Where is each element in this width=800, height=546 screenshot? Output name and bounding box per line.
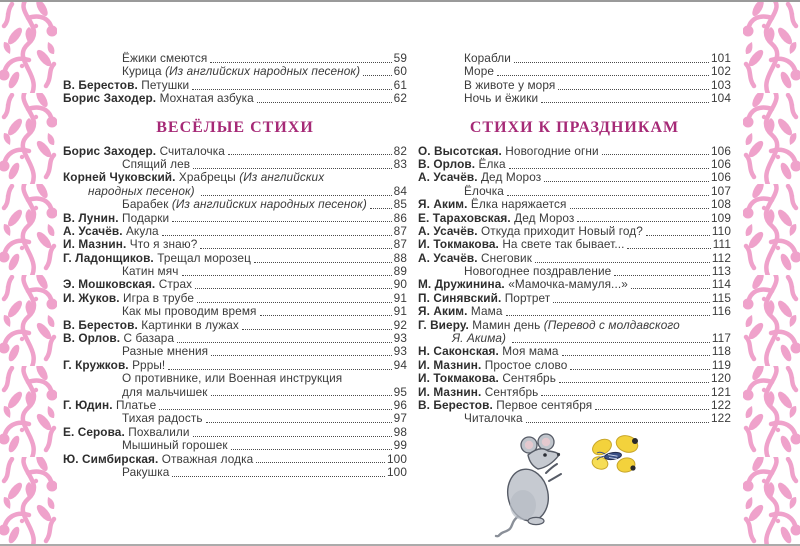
toc-entry — [63, 265, 407, 278]
dot-leader — [197, 302, 392, 303]
toc-entry — [63, 278, 407, 291]
page-number: 107 — [711, 183, 731, 198]
entry-title: О противнике, или Военная инструкция — [122, 371, 343, 386]
entry-note: (Из английских народных песенок) — [171, 197, 367, 212]
toc-entry — [418, 212, 731, 225]
left-main-entries — [63, 145, 407, 480]
toc-entry — [63, 52, 407, 65]
toc-entry — [63, 252, 407, 265]
toc-entry — [63, 185, 407, 198]
entry-title: Считалочка — [159, 143, 225, 158]
toc-entry — [418, 345, 731, 358]
toc-entry — [63, 158, 407, 171]
toc-entry — [418, 305, 731, 318]
dot-leader — [646, 235, 710, 236]
entry-author: Г. Виеру. — [418, 317, 473, 332]
toc-entry — [418, 412, 731, 425]
page-number: 110 — [711, 223, 731, 238]
entry-title: Что я знаю? — [129, 237, 198, 252]
entry-note: (Из английских народных песенок) — [165, 64, 361, 79]
page-number: 86 — [393, 210, 407, 225]
page-number: 87 — [393, 237, 407, 252]
dot-leader — [168, 369, 391, 370]
entry-author: Борис Заходер. — [63, 143, 160, 158]
entry-note: (Из английских — [239, 170, 325, 185]
entry-author: В. Лунин. — [63, 210, 122, 225]
entry-author: В. Берестов. — [63, 317, 142, 332]
dot-leader — [182, 275, 392, 276]
entry-note: Я. Акима) — [452, 331, 510, 346]
entry-author: И. Токмакова. — [418, 237, 503, 252]
toc-entry — [63, 426, 407, 439]
page-number: 89 — [393, 264, 407, 279]
entry-title: Море — [464, 64, 495, 79]
top-edge-line — [0, 0, 800, 2]
dot-leader — [514, 62, 709, 63]
page-number: 100 — [387, 464, 407, 479]
entry-author: А. Усачёв. — [63, 223, 126, 238]
entry-title: В животе у моря — [464, 77, 556, 92]
page-number: 120 — [711, 371, 731, 386]
entry-title: Откуда приходит Новый год? — [480, 223, 643, 238]
entry-author: И. Мазнин. — [418, 384, 485, 399]
entry-title: Акула — [125, 223, 159, 238]
entry-author: И. Жуков. — [63, 290, 124, 305]
entry-author: П. Синявский. — [418, 290, 505, 305]
toc-entry — [418, 399, 731, 412]
toc-entry — [63, 79, 407, 92]
page-number: 97 — [393, 411, 407, 426]
dot-leader — [558, 89, 709, 90]
mouse-illustration — [496, 434, 561, 536]
page-number: 104 — [711, 91, 731, 106]
toc-entry — [63, 345, 407, 358]
entry-author: Борис Заходер. — [63, 91, 160, 106]
dot-leader — [541, 395, 709, 396]
entry-title: Новогоднее поздравление — [464, 264, 612, 279]
page-number: 111 — [712, 237, 731, 252]
entry-title: Дед Мороз — [514, 210, 575, 225]
left-top-entries — [63, 52, 407, 106]
dot-leader — [177, 342, 392, 343]
entry-title: Первое сентября — [496, 397, 593, 412]
page-number: 101 — [711, 51, 731, 65]
toc-entry — [418, 319, 731, 332]
entry-title: Платье — [115, 397, 157, 412]
toc-entry — [63, 412, 407, 425]
toc-entry — [418, 65, 731, 78]
toc-entry — [418, 52, 731, 65]
entry-author: В. Орлов. — [418, 156, 479, 171]
left-page-contents-column — [63, 52, 407, 479]
dot-leader — [195, 288, 392, 289]
page-number: 98 — [393, 424, 407, 439]
dot-leader — [162, 235, 392, 236]
entry-title: Новогодние огни — [505, 143, 599, 158]
entry-author: Корней Чуковский. — [63, 170, 179, 185]
dot-leader — [260, 315, 392, 316]
dot-leader — [210, 62, 391, 63]
entry-title: Моя мама — [502, 344, 559, 359]
toc-entry — [418, 79, 731, 92]
right-floral-border — [743, 2, 800, 544]
right-page-contents-column — [418, 52, 731, 426]
page-number: 114 — [711, 277, 731, 292]
entry-title: «Мамочка-мамуля...» — [508, 277, 628, 292]
dot-leader — [211, 355, 392, 356]
entry-title: Барабек — [122, 197, 172, 212]
page-number: 99 — [393, 438, 407, 453]
dot-leader — [370, 208, 392, 209]
entry-title: Петушки — [141, 77, 190, 92]
toc-entry — [63, 92, 407, 105]
entry-title: Ракушка — [122, 464, 170, 479]
dot-leader — [200, 248, 391, 249]
toc-entry — [418, 198, 731, 211]
dot-leader — [570, 369, 710, 370]
entry-note: народных песенок) — [88, 183, 199, 198]
toc-entry — [63, 65, 407, 78]
toc-entry — [418, 158, 731, 171]
entry-author: Я. Аким. — [418, 197, 471, 212]
dot-leader — [559, 382, 709, 383]
entry-author: Э. Мошковская. — [63, 277, 159, 292]
entry-author: Г. Кружков. — [63, 357, 133, 372]
page-number: 62 — [393, 91, 407, 106]
page-number: 102 — [711, 64, 731, 79]
toc-entry — [418, 265, 731, 278]
page-number: 100 — [387, 451, 407, 466]
entry-author: Н. Саконская. — [418, 344, 503, 359]
entry-author: А. Усачёв. — [418, 250, 481, 265]
dot-leader — [553, 302, 710, 303]
page-number: 115 — [711, 290, 731, 305]
toc-entry — [418, 292, 731, 305]
dot-leader — [535, 262, 710, 263]
section-heading-holiday-poems: СТИХИ К ПРАЗДНИКАМ — [469, 118, 680, 136]
toc-entry — [63, 305, 407, 318]
entry-title: Храбрецы — [178, 170, 240, 185]
entry-title: Картинки в лужах — [141, 317, 239, 332]
dot-leader — [172, 221, 391, 222]
entry-author: А. Усачёв. — [418, 223, 481, 238]
page-number: 83 — [393, 156, 407, 171]
dot-leader — [231, 449, 392, 450]
entry-title: На свете так бывает... — [502, 237, 625, 252]
toc-entry — [63, 238, 407, 251]
entry-title: Корабли — [464, 51, 511, 65]
dot-leader — [627, 248, 710, 249]
page-number: 95 — [393, 384, 407, 399]
entry-author: А. Усачёв. — [418, 170, 481, 185]
dot-leader — [201, 195, 392, 196]
toc-entry — [418, 372, 731, 385]
toc-entry — [63, 466, 407, 479]
toc-entry — [63, 332, 407, 345]
entry-author: И. Мазнин. — [63, 237, 130, 252]
dot-leader — [602, 154, 709, 155]
toc-entry — [63, 359, 407, 372]
toc-entry — [418, 92, 731, 105]
toc-entry — [418, 332, 731, 345]
dot-leader — [257, 102, 392, 103]
toc-entry — [63, 145, 407, 158]
entry-author: В. Орлов. — [63, 331, 124, 346]
toc-entry — [63, 292, 407, 305]
dot-leader — [256, 462, 385, 463]
entry-title: Ёлочка — [464, 183, 504, 198]
entry-title: Сентябрь — [502, 371, 556, 386]
entry-title: Мамин день — [472, 317, 544, 332]
dot-leader — [193, 436, 392, 437]
page-number: 112 — [711, 250, 731, 265]
entry-title: Подарки — [121, 210, 170, 225]
butterfly-illustration — [590, 433, 640, 474]
entry-title: Сентябрь — [484, 384, 539, 399]
page-number: 61 — [393, 77, 407, 92]
entry-title: Мохнатая азбука — [159, 91, 254, 106]
entry-title: Страх — [158, 277, 193, 292]
entry-title: Разные мнения — [122, 344, 209, 359]
dot-leader — [512, 342, 709, 343]
toc-entry — [418, 145, 731, 158]
entry-title: Ёлка наряжается — [470, 197, 567, 212]
dot-leader — [544, 181, 709, 182]
toc-entry — [418, 238, 731, 251]
page-number: 94 — [393, 357, 407, 372]
dot-leader — [211, 395, 392, 396]
entry-title: Катин мяч — [122, 264, 179, 279]
toc-entry — [63, 439, 407, 452]
page-number: 88 — [393, 250, 407, 265]
toc-entry — [418, 225, 731, 238]
page-number: 103 — [711, 77, 731, 92]
right-main-entries — [418, 145, 731, 426]
section-heading-funny-poems: ВЕСЁЛЫЕ СТИХИ — [156, 118, 314, 136]
dot-leader — [631, 288, 710, 289]
entry-title: Тихая радость — [122, 411, 203, 426]
toc-entry — [63, 319, 407, 332]
page-number: 96 — [393, 397, 407, 412]
toc-entry — [418, 386, 731, 399]
page-number: 113 — [711, 264, 731, 279]
entry-author: И. Токмакова. — [418, 371, 503, 386]
toc-entry — [418, 278, 731, 291]
entry-title: Похвалили — [128, 424, 190, 439]
page-number: 119 — [711, 357, 731, 372]
entry-title: Курица — [122, 64, 166, 79]
dot-leader — [159, 409, 391, 410]
entry-title: Снеговик — [480, 250, 532, 265]
entry-title: для мальчишек — [122, 384, 208, 399]
entry-title: Мама — [470, 304, 503, 319]
page-number: 118 — [711, 344, 731, 359]
page-number: 85 — [393, 197, 407, 212]
toc-entry — [63, 399, 407, 412]
toc-entry — [418, 171, 731, 184]
dot-leader — [506, 315, 710, 316]
dot-leader — [254, 262, 392, 263]
dot-leader — [228, 154, 392, 155]
page-number: 90 — [393, 277, 407, 292]
mouse-butterfly-illustration — [488, 433, 658, 538]
entry-author: Ю. Симбирская. — [63, 451, 162, 466]
page-number: 116 — [711, 304, 731, 319]
dot-leader — [577, 221, 709, 222]
page-number: 91 — [393, 290, 407, 305]
toc-entry — [63, 171, 407, 184]
dot-leader — [570, 208, 710, 209]
entry-title: Отважная лодка — [161, 451, 254, 466]
entry-title: Дед Мороз — [480, 170, 542, 185]
page-number: 91 — [393, 304, 407, 319]
entry-author: Г. Ладонщиков. — [63, 250, 158, 265]
toc-entry — [418, 359, 731, 372]
toc-entry — [63, 212, 407, 225]
page-number: 84 — [393, 183, 407, 198]
entry-author: В. Берестов. — [418, 397, 497, 412]
page-number: 59 — [393, 51, 407, 65]
dot-leader — [562, 355, 710, 356]
toc-entry — [418, 185, 731, 198]
entry-author: Я. Аким. — [418, 304, 471, 319]
entry-title: Трещал морозец — [157, 250, 251, 265]
entry-title: Портрет — [504, 290, 551, 305]
page-number: 108 — [711, 197, 731, 212]
entry-title: Мышиный горошек — [122, 438, 228, 453]
toc-entry — [63, 453, 407, 466]
page-number: 82 — [393, 143, 407, 158]
entry-title: Ррры! — [132, 357, 166, 372]
entry-title: Простое слово — [484, 357, 568, 372]
dot-leader — [242, 329, 392, 330]
page-number: 117 — [711, 331, 731, 346]
entry-author: В. Берестов. — [63, 77, 142, 92]
entry-title: Читалочка — [464, 411, 523, 426]
page-number: 106 — [711, 170, 731, 185]
dot-leader — [614, 275, 710, 276]
dot-leader — [595, 409, 709, 410]
page-number: 60 — [393, 64, 407, 79]
page-number: 106 — [711, 143, 731, 158]
page-number: 93 — [393, 331, 407, 346]
page-number: 122 — [711, 411, 731, 426]
dot-leader — [541, 102, 709, 103]
toc-entry — [63, 225, 407, 238]
dot-leader — [192, 89, 391, 90]
entry-title: Игра в трубе — [123, 290, 195, 305]
left-floral-border — [0, 2, 57, 544]
dot-leader — [497, 75, 709, 76]
entry-title: Ночь и ёжики — [464, 91, 539, 106]
toc-entry — [63, 372, 407, 385]
page-number: 121 — [711, 384, 731, 399]
toc-entry — [63, 198, 407, 211]
page-number: 106 — [711, 156, 731, 171]
page-number: 109 — [711, 210, 731, 225]
page-number: 93 — [393, 344, 407, 359]
entry-author: О. Высотская. — [418, 143, 506, 158]
entry-title: Спящий лев — [122, 156, 191, 171]
page-number: 87 — [393, 223, 407, 238]
dot-leader — [507, 195, 709, 196]
dot-leader — [363, 75, 392, 76]
dot-leader — [193, 168, 392, 169]
toc-entry — [418, 252, 731, 265]
entry-author: И. Мазнин. — [418, 357, 485, 372]
dot-leader — [526, 422, 709, 423]
dot-leader — [172, 476, 385, 477]
page-number: 122 — [711, 397, 731, 412]
entry-author: Г. Юдин. — [63, 397, 116, 412]
entry-author: Е. Серова. — [63, 424, 129, 439]
entry-title: Ёлка — [478, 156, 506, 171]
entry-title: Ёжики смеются — [122, 51, 208, 65]
entry-note: (Перевод с молдавского — [543, 317, 680, 332]
entry-title: Как мы проводим время — [122, 304, 257, 319]
page-number: 92 — [393, 317, 407, 332]
entry-author: М. Дружинина. — [418, 277, 509, 292]
entry-author: Е. Тараховская. — [418, 210, 515, 225]
toc-entry — [63, 386, 407, 399]
entry-title: С базара — [123, 331, 175, 346]
dot-leader — [509, 168, 709, 169]
right-top-entries — [418, 52, 731, 106]
dot-leader — [206, 422, 392, 423]
